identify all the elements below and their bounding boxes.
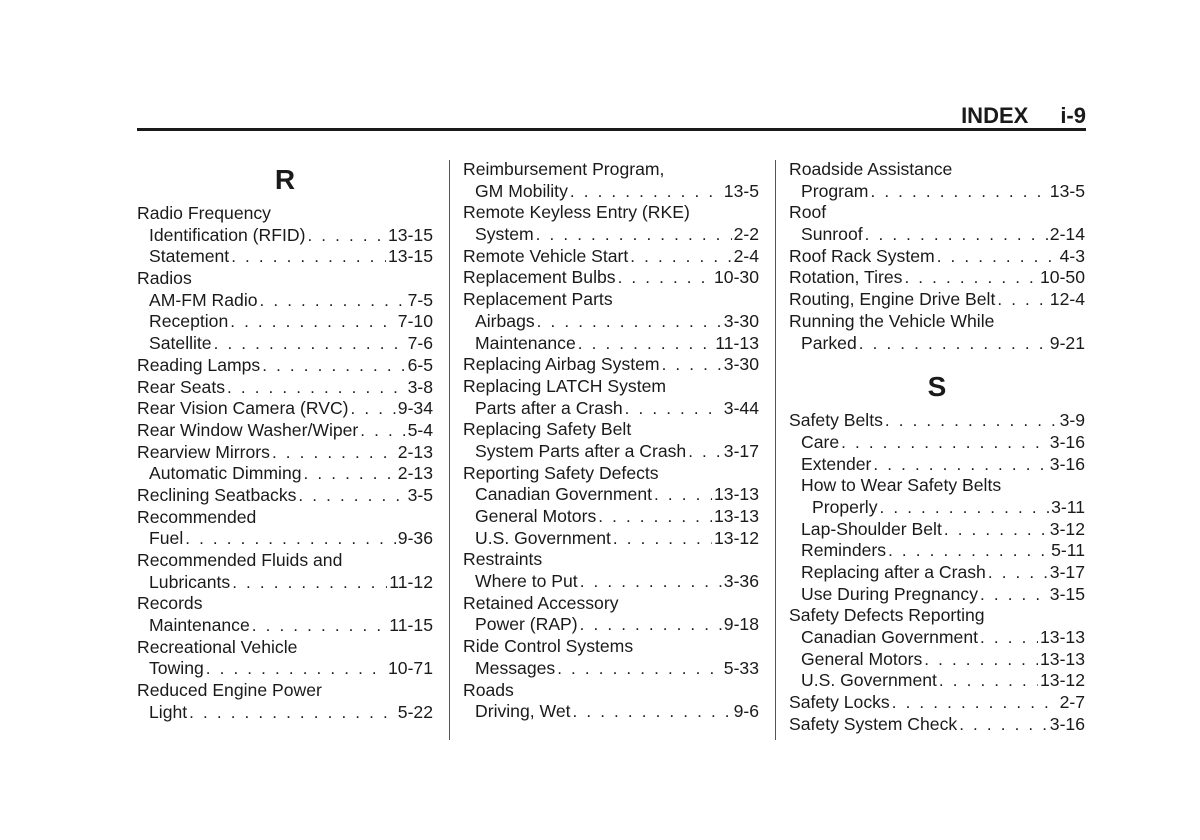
entry-page: 3-30 (723, 354, 759, 375)
index-entry (789, 475, 1085, 497)
entry-page: 10-50 (1040, 267, 1085, 288)
index-title: INDEX (961, 103, 1029, 128)
entry-page: 3-8 (407, 376, 433, 397)
index-entry (789, 333, 1085, 355)
dot-leader (997, 289, 1047, 311)
index-entry (789, 649, 1085, 671)
entry-text: System (475, 224, 534, 245)
entry-page: 3-11 (1051, 496, 1085, 517)
index-entry (789, 410, 1085, 432)
index-entry (789, 714, 1085, 736)
index-entry (137, 680, 433, 702)
dot-leader (573, 701, 732, 723)
dot-leader (260, 290, 406, 312)
entry-text: Records (137, 593, 203, 614)
entry-text: Running the Vehicle While (789, 310, 995, 331)
entry-text: Messages (475, 657, 556, 678)
entry-text: Airbags (475, 310, 535, 331)
index-entry (137, 420, 433, 442)
dot-leader (578, 333, 714, 355)
entry-page: 11-12 (389, 571, 433, 592)
index-entry (463, 419, 759, 441)
entry-page: 3-30 (723, 310, 759, 331)
entry-text: Replacement Parts (463, 289, 613, 310)
entry-text: Reminders (801, 540, 887, 561)
dot-leader (557, 658, 722, 680)
dot-leader (865, 224, 1048, 246)
entry-page: 2-14 (1049, 224, 1085, 245)
entry-text: Safety Belts (789, 410, 883, 431)
index-column-1 (137, 159, 433, 724)
index-entry (463, 571, 759, 593)
entry-page: 3-17 (1049, 562, 1085, 582)
index-entry (137, 507, 433, 529)
index-entry (463, 398, 759, 420)
index-entry (463, 246, 759, 268)
index-entry (137, 225, 433, 247)
entry-page: 3-16 (1049, 431, 1085, 452)
dot-leader (230, 311, 396, 333)
entry-text: Safety Defects Reporting (789, 605, 985, 626)
entry-text: Radios (137, 268, 192, 289)
entry-text: Replacing Safety Belt (463, 419, 632, 440)
entry-text: General Motors (801, 648, 923, 669)
index-entry (463, 202, 759, 224)
index-entry (789, 519, 1085, 541)
entry-text: Recommended (137, 506, 257, 527)
entry-text: Automatic Dimming (149, 463, 302, 484)
entry-page: 7-10 (397, 311, 433, 332)
entry-text: Where to Put (475, 571, 578, 592)
index-entry (137, 658, 433, 680)
entry-text: U.S. Government (801, 670, 937, 691)
entry-page: 9-34 (397, 398, 433, 419)
entry-page: 3-16 (1049, 713, 1085, 734)
entry-text: Reduced Engine Power (137, 680, 322, 701)
index-entry (789, 289, 1085, 311)
page-number: i-9 (1060, 103, 1086, 128)
entry-page: 9-36 (397, 528, 433, 549)
entry-text: Replacing LATCH System (463, 375, 667, 396)
dot-leader (206, 658, 386, 680)
dot-leader (613, 528, 712, 550)
dot-leader (885, 410, 1058, 432)
entry-text: Extender (801, 453, 872, 474)
dot-leader (227, 377, 406, 399)
index-entry (789, 432, 1085, 454)
index-entry (463, 376, 759, 398)
entry-text: Care (801, 431, 840, 452)
index-entry (463, 680, 759, 702)
dot-leader (959, 714, 1048, 736)
entry-text: Retained Accessory (463, 592, 619, 613)
index-entry (137, 463, 433, 485)
entry-text: Restraints (463, 549, 543, 570)
entry-page: 13-13 (1040, 627, 1085, 648)
entry-text: GM Mobility (475, 180, 568, 201)
dot-leader (360, 420, 405, 442)
index-entry (137, 702, 433, 724)
index-entry (463, 441, 759, 463)
index-entry (463, 484, 759, 506)
index-entry (463, 289, 759, 311)
index-entry (463, 636, 759, 658)
column-divider (449, 160, 450, 740)
index-entry (137, 377, 433, 399)
entry-text: Roadside Assistance (789, 159, 953, 179)
entry-text: Parked (801, 332, 857, 353)
index-entry (137, 203, 433, 225)
index-entry (463, 528, 759, 550)
dot-leader (580, 614, 722, 636)
entry-page: 5-22 (397, 701, 433, 722)
index-entry (463, 614, 759, 636)
entry-text: Maintenance (149, 615, 250, 636)
entry-text: Roof (789, 202, 827, 223)
index-entry (789, 202, 1085, 224)
entry-text: Reclining Seatbacks (137, 484, 297, 505)
index-entry (137, 333, 433, 355)
entry-text: AM-FM Radio (149, 289, 258, 310)
entry-page: 3-44 (723, 397, 759, 418)
entry-text: Sunroof (801, 224, 863, 245)
dot-leader (252, 615, 388, 637)
dot-leader (870, 181, 1047, 203)
entry-text: Recreational Vehicle (137, 636, 298, 657)
dot-leader (580, 571, 722, 593)
dot-leader (688, 441, 722, 463)
entry-page: 4-3 (1059, 245, 1085, 266)
index-entry (137, 442, 433, 464)
entry-text: Replacing after a Crash (801, 562, 986, 582)
entry-text: Power (RAP) (475, 614, 578, 635)
entry-page: 6-5 (407, 354, 433, 375)
entry-page: 7-6 (407, 333, 433, 354)
entry-text: Fuel (149, 528, 184, 549)
entry-text: Replacement Bulbs (463, 267, 616, 288)
entry-text: Recommended Fluids and (137, 550, 343, 570)
entry-page: 11-13 (715, 332, 759, 353)
index-entry (463, 463, 759, 485)
entry-page: 3-5 (407, 484, 433, 505)
entry-text: Statement (149, 246, 230, 267)
entry-text: Canadian Government (801, 627, 979, 648)
dot-leader (841, 432, 1048, 454)
dot-leader (892, 692, 1058, 714)
index-entry (137, 485, 433, 507)
dot-leader (980, 627, 1038, 649)
index-entry (137, 637, 433, 659)
entry-text: Radio Frequency (137, 203, 271, 223)
dot-leader (598, 506, 712, 528)
index-entry (137, 268, 433, 290)
dot-leader (939, 670, 1038, 692)
dot-leader (873, 454, 1047, 476)
dot-leader (859, 333, 1048, 355)
entry-text: Driving, Wet (475, 701, 571, 722)
entry-text: U.S. Government (475, 527, 611, 548)
entry-text: Parts after a Crash (475, 397, 623, 418)
dot-leader (937, 246, 1058, 268)
index-entry (789, 497, 1085, 519)
entry-page: 5-33 (723, 657, 759, 678)
entry-page: 13-12 (1040, 670, 1085, 691)
entry-text: Use During Pregnancy (801, 583, 979, 604)
entry-text: Light (149, 701, 188, 722)
dot-leader (307, 225, 386, 247)
entry-text: Lubricants (149, 571, 231, 592)
dot-leader (189, 702, 396, 724)
index-entry (789, 584, 1085, 606)
entry-text: Safety System Check (789, 713, 958, 734)
dot-leader (654, 484, 712, 506)
index-entry (137, 550, 433, 572)
entry-text: Maintenance (475, 332, 576, 353)
entry-text: Reception (149, 311, 229, 332)
entry-page: 3-36 (723, 571, 759, 592)
entry-page: 2-13 (397, 441, 433, 462)
entry-text: Satellite (149, 333, 212, 354)
dot-leader (625, 398, 722, 420)
entry-page: 3-12 (1049, 518, 1085, 539)
index-entry (463, 181, 759, 203)
entry-text: Rearview Mirrors (137, 441, 270, 462)
entry-page: 3-16 (1049, 453, 1085, 474)
header-rule (137, 128, 1086, 131)
dot-leader (924, 649, 1038, 671)
entry-text: Rotation, Tires (789, 267, 903, 288)
entry-page: 10-71 (388, 658, 433, 679)
entry-text: Rear Seats (137, 376, 226, 397)
page-header (961, 101, 1086, 131)
entry-page: 3-9 (1059, 410, 1085, 431)
entry-text: Ride Control Systems (463, 636, 634, 657)
entry-text: Lap-Shoulder Belt (801, 518, 942, 539)
index-entry (789, 627, 1085, 649)
index-column-2 (463, 159, 759, 723)
entry-text: How to Wear Safety Belts (801, 475, 1002, 496)
dot-leader (232, 572, 387, 594)
dot-leader (231, 246, 386, 268)
index-entry (137, 528, 433, 550)
index-entry (463, 333, 759, 355)
entry-text: Rear Window Washer/Wiper (137, 419, 359, 440)
entry-page: 13-12 (714, 527, 759, 548)
entry-page: 11-15 (389, 615, 433, 636)
index-entry (789, 311, 1085, 333)
index-entry (789, 670, 1085, 692)
index-entry (463, 311, 759, 333)
entry-text: Properly (812, 496, 878, 517)
entry-page: 7-5 (407, 289, 433, 310)
entry-page: 3-15 (1049, 583, 1085, 604)
entry-page: 13-13 (714, 506, 759, 526)
index-entry (789, 267, 1085, 289)
index-entry (137, 355, 433, 377)
dot-leader (880, 497, 1050, 519)
entry-page: 13-5 (723, 180, 759, 201)
dot-leader (888, 540, 1049, 562)
index-entry (463, 658, 759, 680)
entry-page: 3-17 (723, 440, 759, 461)
index-entry (789, 540, 1085, 562)
index-entry (463, 159, 759, 181)
entry-text: Safety Locks (789, 692, 890, 713)
entry-page: 2-7 (1059, 692, 1085, 713)
dot-leader (630, 246, 731, 268)
dot-leader (662, 354, 722, 376)
column-divider (775, 160, 776, 740)
entry-text: Identification (RFID) (149, 224, 306, 245)
index-entry (137, 615, 433, 637)
index-entry (789, 692, 1085, 714)
entry-text: Roads (463, 679, 514, 700)
index-entry (789, 605, 1085, 627)
dot-leader (988, 562, 1048, 584)
entry-text: Program (801, 180, 869, 201)
index-entry (789, 159, 1085, 181)
entry-text: Reading Lamps (137, 354, 261, 375)
index-entry (463, 267, 759, 289)
entry-page: 13-15 (388, 246, 433, 267)
entry-page: 2-4 (733, 245, 759, 266)
entry-page: 9-6 (733, 701, 759, 722)
entry-page: 9-21 (1049, 332, 1085, 353)
section-letter: R (274, 164, 296, 195)
index-entry (463, 593, 759, 615)
index-entry (137, 311, 433, 333)
section-letter: S (927, 371, 947, 403)
index-entry (463, 354, 759, 376)
dot-leader (944, 519, 1048, 541)
index-entry (137, 290, 433, 312)
entry-text: Reporting Safety Defects (463, 462, 659, 483)
dot-leader (618, 267, 712, 289)
entry-page: 10-30 (714, 267, 759, 288)
dot-leader (570, 181, 722, 203)
entry-text: System Parts after a Crash (475, 440, 687, 461)
index-entry (463, 506, 759, 528)
dot-leader (272, 442, 396, 464)
dot-leader (537, 311, 722, 333)
index-entry (789, 224, 1085, 246)
entry-page: 2-13 (397, 463, 433, 484)
entry-page: 13-15 (388, 224, 433, 245)
entry-text: Rear Vision Camera (RVC) (137, 398, 349, 419)
entry-text: Replacing Airbag System (463, 354, 660, 375)
entry-text: General Motors (475, 506, 597, 526)
entry-text: Remote Vehicle Start (463, 245, 629, 266)
dot-leader (185, 528, 396, 550)
entry-page: 13-13 (1040, 648, 1085, 669)
dot-leader (536, 224, 732, 246)
dot-leader (980, 584, 1048, 606)
entry-text: Towing (149, 658, 204, 679)
index-entry (789, 246, 1085, 268)
index-entry (789, 181, 1085, 203)
dot-leader (351, 398, 396, 420)
dot-leader (262, 355, 405, 377)
entry-page: 9-18 (723, 614, 759, 635)
entry-text: Remote Keyless Entry (RKE) (463, 202, 690, 223)
entry-page: 5-4 (407, 419, 433, 440)
index-entry (463, 224, 759, 246)
index-entry (137, 246, 433, 268)
entry-text: Canadian Government (475, 484, 653, 505)
entry-page: 12-4 (1049, 289, 1085, 310)
entry-text: Routing, Engine Drive Belt (789, 289, 996, 310)
entry-page: 2-2 (733, 224, 759, 245)
entry-text: Roof Rack System (789, 245, 935, 266)
index-entry (463, 701, 759, 723)
entry-page: 5-11 (1051, 540, 1085, 561)
index-entry (789, 562, 1085, 584)
index-entry (789, 454, 1085, 476)
entry-page: 13-5 (1049, 180, 1085, 201)
dot-leader (904, 267, 1038, 289)
index-entry (137, 593, 433, 615)
dot-leader (298, 485, 405, 507)
index-entry (463, 549, 759, 571)
entry-text: Reimbursement Program, (463, 159, 665, 179)
index-entry (137, 398, 433, 420)
index-column-3 (789, 159, 1085, 736)
index-entry (137, 572, 433, 594)
dot-leader (304, 463, 396, 485)
dot-leader (214, 333, 406, 355)
entry-page: 13-13 (714, 484, 759, 505)
